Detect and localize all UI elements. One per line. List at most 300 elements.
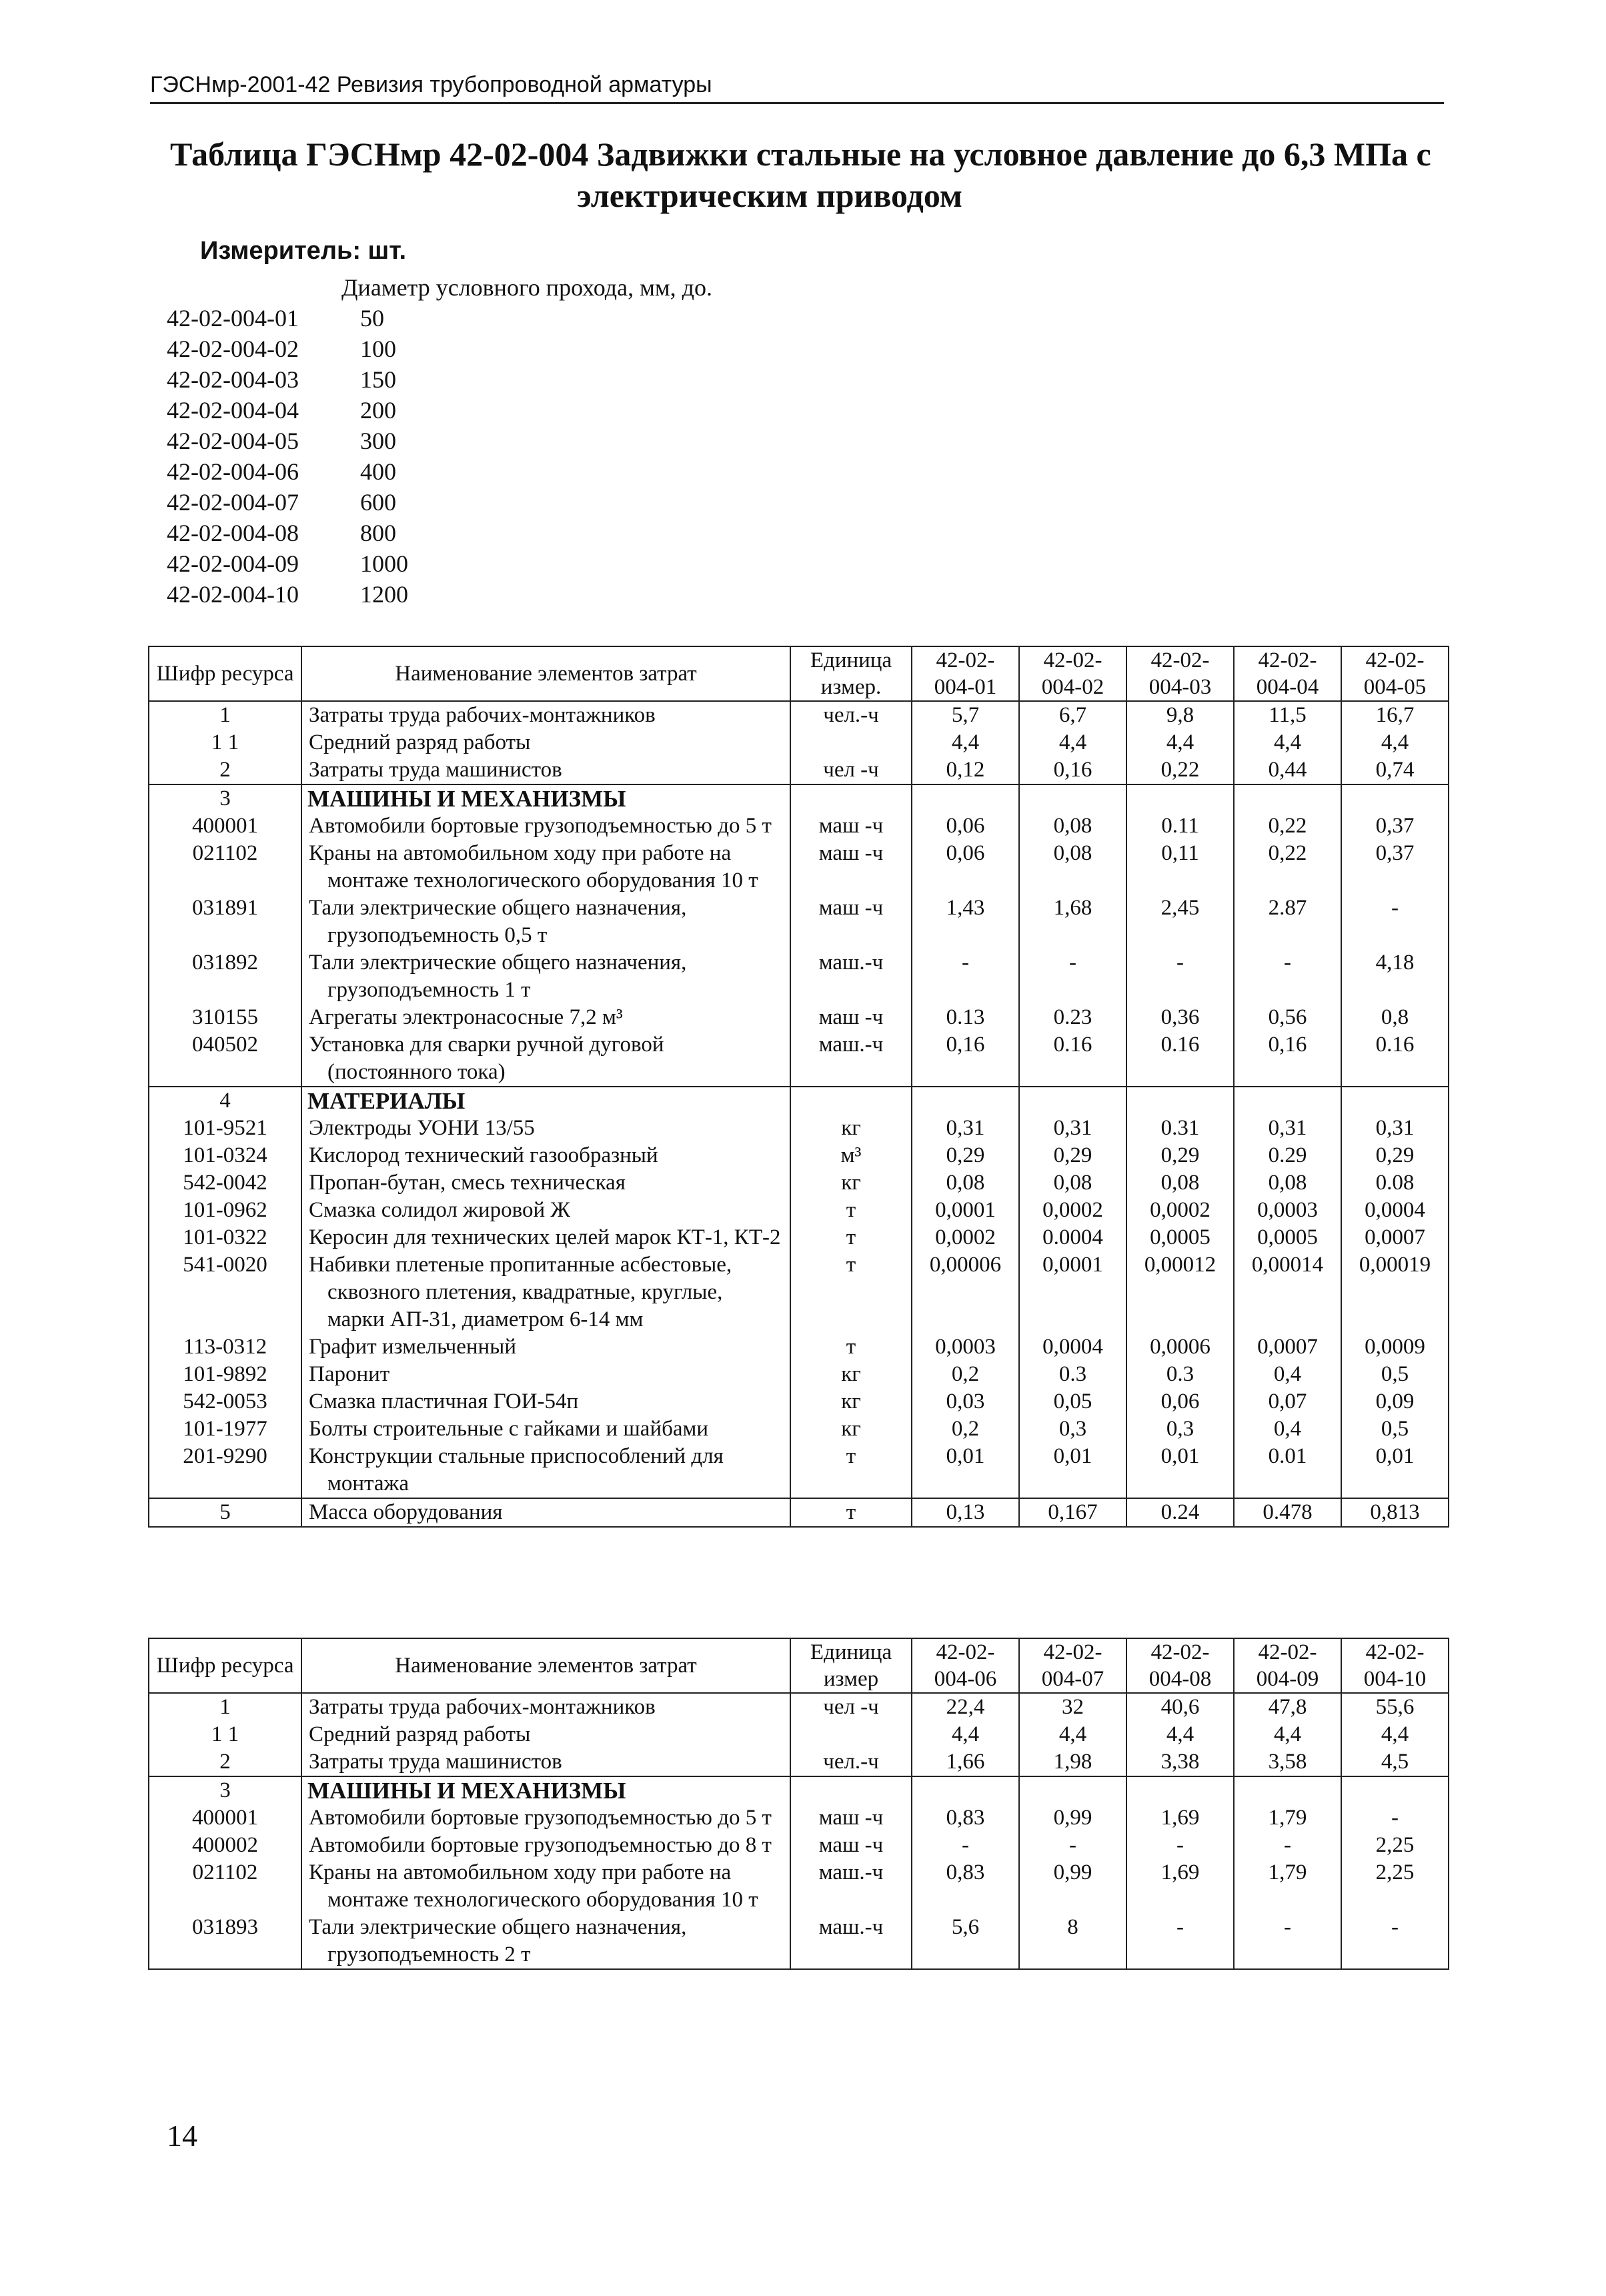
norm-value-cell: 0,0002 bbox=[1126, 1197, 1234, 1224]
table-row bbox=[149, 1832, 1449, 1859]
norm-value-cell: 4,4 bbox=[912, 729, 1019, 756]
norm-value-cell: 0,07 bbox=[1234, 1388, 1341, 1415]
code-list-diameter: 1000 bbox=[360, 550, 408, 577]
norm-value-cell: 0,0005 bbox=[1234, 1224, 1341, 1251]
table-row bbox=[149, 1776, 1449, 1804]
norm-value-cell: 0,31 bbox=[1019, 1115, 1126, 1142]
norm-value-cell: 0,813 bbox=[1341, 1498, 1449, 1527]
table-row bbox=[149, 1361, 1449, 1388]
unit-of-measure: Измеритель: шт. bbox=[200, 237, 407, 265]
norm-value-cell: - bbox=[1126, 1832, 1234, 1859]
cost-element-name-cell: Смазка солидол жировой Ж bbox=[301, 1197, 790, 1224]
unit-cell: маш.-ч bbox=[790, 1859, 912, 1914]
code-list-code: 42-02-004-08 bbox=[167, 520, 299, 546]
norm-value-cell: 1,66 bbox=[912, 1748, 1019, 1776]
norm-value-cell: 0,08 bbox=[912, 1169, 1019, 1197]
resource-code-cell: 101-1977 bbox=[149, 1415, 301, 1443]
norm-value-cell: 5,6 bbox=[912, 1914, 1019, 1969]
section-heading-cell: МАШИНЫ И МЕХАНИЗМЫ bbox=[301, 784, 790, 812]
cost-element-name-cell: Смазка пластичная ГОИ-54п bbox=[301, 1388, 790, 1415]
title-lead: Таблица ГЭСНмр 42-02-004 bbox=[170, 135, 589, 173]
norm-value-cell: 1,69 bbox=[1126, 1859, 1234, 1914]
norm-value-cell: 2,25 bbox=[1341, 1859, 1449, 1914]
norm-value-cell: 0,0004 bbox=[1019, 1333, 1126, 1361]
cost-element-name-cell: Средний разряд работы bbox=[301, 1721, 790, 1748]
norm-value-cell: 0,01 bbox=[1126, 1443, 1234, 1498]
unit-cell: т bbox=[790, 1443, 912, 1498]
norm-value-cell: 0,06 bbox=[912, 840, 1019, 895]
norm-value-cell: 0,56 bbox=[1234, 1004, 1341, 1031]
norm-value-cell: 0,5 bbox=[1341, 1361, 1449, 1388]
resource-code-cell: 400002 bbox=[149, 1832, 301, 1859]
column-header: 42-02-004-10 bbox=[1341, 1638, 1449, 1693]
norm-value-cell: 0,00012 bbox=[1126, 1251, 1234, 1333]
norm-value-cell: 0,167 bbox=[1019, 1498, 1126, 1527]
norm-value-cell: 0,31 bbox=[1341, 1115, 1449, 1142]
resource-code-cell: 4 bbox=[149, 1087, 301, 1115]
cost-element-name-cell: Установка для сварки ручной дуговой (постоянного тока) bbox=[301, 1031, 790, 1087]
unit-cell: кг bbox=[790, 1115, 912, 1142]
norm-value-cell: 22,4 bbox=[912, 1693, 1019, 1721]
table-row bbox=[149, 1415, 1449, 1443]
cost-element-name-cell: Затраты труда машинистов bbox=[301, 756, 790, 784]
code-list-row bbox=[167, 579, 712, 610]
table-row bbox=[149, 756, 1449, 784]
norm-value-cell: 0,11 bbox=[1126, 840, 1234, 895]
norm-value-cell bbox=[1019, 1087, 1126, 1115]
norm-value-cell: 4,4 bbox=[912, 1721, 1019, 1748]
norm-value-cell: 0.3 bbox=[1019, 1361, 1126, 1388]
norm-value-cell: 0,16 bbox=[912, 1031, 1019, 1087]
running-header: ГЭСНмр-2001-42 Ревизия трубопроводной арматуры bbox=[150, 72, 1444, 104]
table-row bbox=[149, 895, 1449, 949]
column-header: 42-02-004-09 bbox=[1234, 1638, 1341, 1693]
norm-value-cell: 4,5 bbox=[1341, 1748, 1449, 1776]
norm-value-cell bbox=[912, 784, 1019, 812]
unit-cell bbox=[790, 1776, 912, 1804]
norm-value-cell: 0.16 bbox=[1126, 1031, 1234, 1087]
unit-cell: кг bbox=[790, 1388, 912, 1415]
code-list-code: 42-02-004-04 bbox=[167, 397, 299, 424]
norm-value-cell bbox=[1341, 1087, 1449, 1115]
norm-value-cell bbox=[1341, 784, 1449, 812]
norm-value-cell: 0,08 bbox=[1126, 1169, 1234, 1197]
norm-value-cell: 0,12 bbox=[912, 756, 1019, 784]
norm-value-cell: 0.478 bbox=[1234, 1498, 1341, 1527]
norm-value-cell: 0,99 bbox=[1019, 1859, 1126, 1914]
cost-element-name-cell: Графит измельченный bbox=[301, 1333, 790, 1361]
norm-value-cell: 0,29 bbox=[912, 1142, 1019, 1169]
norm-value-cell: 0,0005 bbox=[1126, 1224, 1234, 1251]
table-title bbox=[170, 133, 1437, 216]
cost-element-name-cell: Краны на автомобильном ходу при работе на монтаже технологического оборудования 10 т bbox=[301, 840, 790, 895]
resource-code-cell: 400001 bbox=[149, 812, 301, 840]
norm-value-cell: - bbox=[1234, 1832, 1341, 1859]
norm-value-cell: 0,05 bbox=[1019, 1388, 1126, 1415]
unit-cell: маш -ч bbox=[790, 812, 912, 840]
table-row bbox=[149, 1087, 1449, 1115]
unit-cell: чел -ч bbox=[790, 1693, 912, 1721]
table-row bbox=[149, 1031, 1449, 1087]
column-header: 42-02-004-06 bbox=[912, 1638, 1019, 1693]
resource-code-cell: 1 bbox=[149, 1693, 301, 1721]
code-list-row bbox=[167, 334, 712, 364]
norm-value-cell: 4,4 bbox=[1234, 729, 1341, 756]
norm-value-cell: - bbox=[1126, 949, 1234, 1004]
table-row bbox=[149, 1388, 1449, 1415]
cost-element-name-cell: Тали электрические общего назначения, грузоподъемность 0,5 т bbox=[301, 895, 790, 949]
unit-cell: чел -ч bbox=[790, 756, 912, 784]
norm-value-cell: 0,0002 bbox=[1019, 1197, 1126, 1224]
cost-element-name-cell: Затраты труда машинистов bbox=[301, 1748, 790, 1776]
resource-code-cell: 040502 bbox=[149, 1031, 301, 1087]
code-list-diameter: 200 bbox=[360, 397, 396, 424]
norm-value-cell: 4,4 bbox=[1341, 729, 1449, 756]
norm-value-cell: 0,31 bbox=[1234, 1115, 1341, 1142]
table-row bbox=[149, 840, 1449, 895]
norm-value-cell bbox=[1126, 1776, 1234, 1804]
unit-cell: т bbox=[790, 1498, 912, 1527]
norm-value-cell: 0,00014 bbox=[1234, 1251, 1341, 1333]
norm-value-cell: 0.3 bbox=[1126, 1361, 1234, 1388]
norm-value-cell: 0,01 bbox=[1019, 1443, 1126, 1498]
table-row bbox=[149, 949, 1449, 1004]
norm-value-cell: 0,2 bbox=[912, 1415, 1019, 1443]
code-list-row bbox=[167, 364, 712, 395]
norm-value-cell: 0.01 bbox=[1234, 1443, 1341, 1498]
norm-value-cell: 0,3 bbox=[1126, 1415, 1234, 1443]
code-list-code: 42-02-004-01 bbox=[167, 305, 299, 332]
code-list-row bbox=[167, 487, 712, 518]
code-list-diameter: 400 bbox=[360, 458, 396, 485]
cost-element-name-cell: Тали электрические общего назначения, грузоподъемность 2 т bbox=[301, 1914, 790, 1969]
norm-value-cell: 5,7 bbox=[912, 701, 1019, 729]
norm-value-cell: 3,38 bbox=[1126, 1748, 1234, 1776]
table-row bbox=[149, 1169, 1449, 1197]
norm-value-cell: 2.87 bbox=[1234, 895, 1341, 949]
resource-code-cell: 021102 bbox=[149, 1859, 301, 1914]
norm-value-cell: - bbox=[1019, 949, 1126, 1004]
norm-value-cell: 0,08 bbox=[1019, 1169, 1126, 1197]
unit-cell bbox=[790, 784, 912, 812]
resource-code-cell: 2 bbox=[149, 1748, 301, 1776]
unit-cell: маш.-ч bbox=[790, 949, 912, 1004]
cost-element-name-cell: Средний разряд работы bbox=[301, 729, 790, 756]
cost-element-name-cell: Электроды УОНИ 13/55 bbox=[301, 1115, 790, 1142]
cost-element-name-cell: Пропан-бутан, смесь техническая bbox=[301, 1169, 790, 1197]
norm-value-cell: 2,25 bbox=[1341, 1832, 1449, 1859]
norm-value-cell: 0,83 bbox=[912, 1859, 1019, 1914]
table-row bbox=[149, 1498, 1449, 1527]
norm-value-cell: 16,7 bbox=[1341, 701, 1449, 729]
code-list-code: 42-02-004-02 bbox=[167, 336, 299, 362]
resource-code-cell: 031892 bbox=[149, 949, 301, 1004]
cost-element-name-cell: Кислород технический газообразный bbox=[301, 1142, 790, 1169]
code-list-diameter: 150 bbox=[360, 366, 396, 393]
cost-element-name-cell: Масса оборудования bbox=[301, 1498, 790, 1527]
resource-code-cell: 5 bbox=[149, 1498, 301, 1527]
norm-value-cell: 1,43 bbox=[912, 895, 1019, 949]
norm-value-cell: 0.16 bbox=[1019, 1031, 1126, 1087]
unit-cell: м³ bbox=[790, 1142, 912, 1169]
code-list-diameter: 300 bbox=[360, 428, 396, 454]
unit-cell: т bbox=[790, 1251, 912, 1333]
unit-cell bbox=[790, 1721, 912, 1748]
code-list-code: 42-02-004-05 bbox=[167, 428, 299, 454]
table-row bbox=[149, 784, 1449, 812]
cost-element-name-cell: Затраты труда рабочих-монтажников bbox=[301, 1693, 790, 1721]
resource-code-cell: 031893 bbox=[149, 1914, 301, 1969]
resource-code-cell: 1 1 bbox=[149, 1721, 301, 1748]
norm-value-cell bbox=[912, 1776, 1019, 1804]
code-list-row bbox=[167, 518, 712, 548]
resource-code-cell: 3 bbox=[149, 784, 301, 812]
norm-value-cell: 0,03 bbox=[912, 1388, 1019, 1415]
norm-value-cell: 1,69 bbox=[1126, 1804, 1234, 1832]
resource-code-cell: 101-0322 bbox=[149, 1224, 301, 1251]
unit-cell: чел.-ч bbox=[790, 1748, 912, 1776]
column-header: 42-02-004-04 bbox=[1234, 646, 1341, 701]
table-row bbox=[149, 1197, 1449, 1224]
unit-cell: т bbox=[790, 1197, 912, 1224]
column-header: Шифр ресурса bbox=[149, 646, 301, 701]
norm-value-cell: 0.16 bbox=[1341, 1031, 1449, 1087]
norm-value-cell: 0,37 bbox=[1341, 812, 1449, 840]
norm-value-cell: 3,58 bbox=[1234, 1748, 1341, 1776]
norm-value-cell: - bbox=[912, 949, 1019, 1004]
title-line2: электрическим приводом bbox=[577, 177, 962, 214]
code-list-row bbox=[167, 303, 712, 334]
unit-cell: т bbox=[790, 1333, 912, 1361]
code-list-row bbox=[167, 456, 712, 487]
table-row bbox=[149, 1224, 1449, 1251]
norm-value-cell: 0,16 bbox=[1234, 1031, 1341, 1087]
code-list-row bbox=[167, 426, 712, 456]
norm-value-cell: 0.29 bbox=[1234, 1142, 1341, 1169]
norm-value-cell: 0.13 bbox=[912, 1004, 1019, 1031]
norm-value-cell: 0,06 bbox=[1126, 1388, 1234, 1415]
column-header: 42-02-004-03 bbox=[1126, 646, 1234, 701]
norm-value-cell: - bbox=[1234, 1914, 1341, 1969]
table-row bbox=[149, 1748, 1449, 1776]
unit-cell bbox=[790, 729, 912, 756]
norm-value-cell: 0,0007 bbox=[1234, 1333, 1341, 1361]
resource-code-cell: 021102 bbox=[149, 840, 301, 895]
table-row bbox=[149, 701, 1449, 729]
resource-code-cell: 2 bbox=[149, 756, 301, 784]
norm-value-cell: 0,01 bbox=[1341, 1443, 1449, 1498]
norm-value-cell: 4,18 bbox=[1341, 949, 1449, 1004]
table-row bbox=[149, 1443, 1449, 1498]
norm-value-cell: 0,36 bbox=[1126, 1004, 1234, 1031]
norm-value-cell: 0,22 bbox=[1126, 756, 1234, 784]
code-list-diameter: 800 bbox=[360, 520, 396, 546]
table-row bbox=[149, 1804, 1449, 1832]
code-list-code: 42-02-004-10 bbox=[167, 581, 299, 608]
norm-value-cell: 0.0004 bbox=[1019, 1224, 1126, 1251]
cost-element-name-cell: Краны на автомобильном ходу при работе на монтаже технологического оборудования 10 т bbox=[301, 1859, 790, 1914]
norm-value-cell bbox=[912, 1087, 1019, 1115]
norm-value-cell: 0,0006 bbox=[1126, 1333, 1234, 1361]
unit-cell bbox=[790, 1087, 912, 1115]
column-header: 42-02-004-08 bbox=[1126, 1638, 1234, 1693]
norm-value-cell bbox=[1341, 1776, 1449, 1804]
code-list-code: 42-02-004-07 bbox=[167, 489, 299, 516]
cost-element-name-cell: Конструкции стальные приспособлений для монтажа bbox=[301, 1443, 790, 1498]
resource-code-cell: 201-9290 bbox=[149, 1443, 301, 1498]
norm-value-cell: 0,0003 bbox=[912, 1333, 1019, 1361]
code-list-code: 42-02-004-09 bbox=[167, 550, 299, 577]
table-row bbox=[149, 1914, 1449, 1969]
norm-value-cell: 4,4 bbox=[1126, 729, 1234, 756]
norm-value-cell: 4,4 bbox=[1341, 1721, 1449, 1748]
unit-cell: кг bbox=[790, 1169, 912, 1197]
norm-value-cell: 0,22 bbox=[1234, 812, 1341, 840]
norm-value-cell: 1,98 bbox=[1019, 1748, 1126, 1776]
norm-value-cell: 0,06 bbox=[912, 812, 1019, 840]
norms-table-1 bbox=[148, 646, 1449, 1528]
unit-cell: маш -ч bbox=[790, 1804, 912, 1832]
norm-value-cell: 0,01 bbox=[912, 1443, 1019, 1498]
norms-table-2 bbox=[148, 1638, 1449, 1970]
norm-value-cell: 11,5 bbox=[1234, 701, 1341, 729]
norm-value-cell: 0,4 bbox=[1234, 1415, 1341, 1443]
norm-value-cell bbox=[1019, 784, 1126, 812]
norm-value-cell: 9,8 bbox=[1126, 701, 1234, 729]
norm-value-cell: - bbox=[1126, 1914, 1234, 1969]
norm-value-cell: 0,13 bbox=[912, 1498, 1019, 1527]
code-list-code: 42-02-004-06 bbox=[167, 458, 299, 485]
table-row bbox=[149, 1004, 1449, 1031]
norm-value-cell: 55,6 bbox=[1341, 1693, 1449, 1721]
norm-value-cell: - bbox=[1234, 949, 1341, 1004]
norm-value-cell: 0.11 bbox=[1126, 812, 1234, 840]
norm-value-cell bbox=[1234, 1087, 1341, 1115]
norm-value-cell: 0,08 bbox=[1019, 840, 1126, 895]
section-heading-cell: МАШИНЫ И МЕХАНИЗМЫ bbox=[301, 1776, 790, 1804]
column-header: Единица измер. bbox=[790, 646, 912, 701]
cost-element-name-cell: Паронит bbox=[301, 1361, 790, 1388]
code-list-row bbox=[167, 395, 712, 426]
norm-value-cell: 0,29 bbox=[1019, 1142, 1126, 1169]
norm-value-cell: 0.08 bbox=[1341, 1169, 1449, 1197]
norm-value-cell: 0,3 bbox=[1019, 1415, 1126, 1443]
norm-value-cell: 4,4 bbox=[1019, 729, 1126, 756]
norm-value-cell: 0,8 bbox=[1341, 1004, 1449, 1031]
norm-value-cell: 0,83 bbox=[912, 1804, 1019, 1832]
norm-value-cell: 32 bbox=[1019, 1693, 1126, 1721]
title-rest: Задвижки стальные на условное давление до 6,3 МПа с bbox=[596, 135, 1431, 173]
cost-element-name-cell: Автомобили бортовые грузоподъемностью до 5 т bbox=[301, 812, 790, 840]
norm-value-cell: - bbox=[1341, 895, 1449, 949]
column-header: Шифр ресурса bbox=[149, 1638, 301, 1693]
norm-value-cell: 0,5 bbox=[1341, 1415, 1449, 1443]
resource-code-cell: 400001 bbox=[149, 1804, 301, 1832]
norm-value-cell: 1,68 bbox=[1019, 895, 1126, 949]
column-header: Единица измер bbox=[790, 1638, 912, 1693]
norm-value-cell bbox=[1126, 784, 1234, 812]
resource-code-cell: 101-9521 bbox=[149, 1115, 301, 1142]
norm-value-cell: 0,08 bbox=[1019, 812, 1126, 840]
resource-code-cell: 101-0324 bbox=[149, 1142, 301, 1169]
norm-value-cell: 4,4 bbox=[1234, 1721, 1341, 1748]
table-row bbox=[149, 1721, 1449, 1748]
norm-value-cell: - bbox=[1019, 1832, 1126, 1859]
norm-value-cell: 0,0004 bbox=[1341, 1197, 1449, 1224]
table-row bbox=[149, 1115, 1449, 1142]
norm-value-cell bbox=[1234, 1776, 1341, 1804]
norm-value-cell: 0,37 bbox=[1341, 840, 1449, 895]
resource-code-cell: 542-0042 bbox=[149, 1169, 301, 1197]
cost-element-name-cell: Автомобили бортовые грузоподъемностью до 5 т bbox=[301, 1804, 790, 1832]
norm-value-cell bbox=[1126, 1087, 1234, 1115]
cost-element-name-cell: Затраты труда рабочих-монтажников bbox=[301, 701, 790, 729]
norm-value-cell: 0,08 bbox=[1234, 1169, 1341, 1197]
cost-element-name-cell: Керосин для технических целей марок КТ-1, КТ-2 bbox=[301, 1224, 790, 1251]
unit-cell: кг bbox=[790, 1415, 912, 1443]
norm-value-cell: 0.31 bbox=[1126, 1115, 1234, 1142]
code-list-diameter: 1200 bbox=[360, 581, 408, 608]
table-row bbox=[149, 1859, 1449, 1914]
norm-value-cell: 0,29 bbox=[1341, 1142, 1449, 1169]
cost-element-name-cell: Агрегаты электронасосные 7,2 м³ bbox=[301, 1004, 790, 1031]
norm-value-cell: - bbox=[912, 1832, 1019, 1859]
norm-value-cell: 0,2 bbox=[912, 1361, 1019, 1388]
norm-value-cell: 0,44 bbox=[1234, 756, 1341, 784]
norm-value-cell: 0,31 bbox=[912, 1115, 1019, 1142]
table-row bbox=[149, 1333, 1449, 1361]
norm-value-cell: 0,16 bbox=[1019, 756, 1126, 784]
norm-value-cell: 0,00019 bbox=[1341, 1251, 1449, 1333]
code-list-caption: Диаметр условного прохода, мм, до. bbox=[341, 274, 712, 301]
norm-value-cell: 0,0001 bbox=[1019, 1251, 1126, 1333]
unit-cell: маш.-ч bbox=[790, 1031, 912, 1087]
unit-cell: маш -ч bbox=[790, 1832, 912, 1859]
norm-value-cell: - bbox=[1341, 1914, 1449, 1969]
norm-value-cell: 4,4 bbox=[1019, 1721, 1126, 1748]
column-header: 42-02-004-02 bbox=[1019, 646, 1126, 701]
resource-code-cell: 101-0962 bbox=[149, 1197, 301, 1224]
cost-element-name-cell: Тали электрические общего назначения, грузоподъемность 1 т bbox=[301, 949, 790, 1004]
norm-value-cell: 0,00006 bbox=[912, 1251, 1019, 1333]
norm-value-cell: 2,45 bbox=[1126, 895, 1234, 949]
resource-code-cell: 310155 bbox=[149, 1004, 301, 1031]
code-list-diameter: 600 bbox=[360, 489, 396, 516]
norm-value-cell: 1,79 bbox=[1234, 1859, 1341, 1914]
norm-value-cell: 0.23 bbox=[1019, 1004, 1126, 1031]
norm-value-cell: 40,6 bbox=[1126, 1693, 1234, 1721]
table-row bbox=[149, 1142, 1449, 1169]
resource-code-cell: 031891 bbox=[149, 895, 301, 949]
unit-cell: маш.-ч bbox=[790, 1914, 912, 1969]
resource-code-cell: 542-0053 bbox=[149, 1388, 301, 1415]
norm-value-cell: 0,0001 bbox=[912, 1197, 1019, 1224]
norm-value-cell: 1,79 bbox=[1234, 1804, 1341, 1832]
table-row bbox=[149, 1693, 1449, 1721]
cost-element-name-cell: Набивки плетеные пропитанные асбестовые, сквозного плетения, квадратные, круглые, марки АП-31, диаметром 6-14 мм bbox=[301, 1251, 790, 1333]
code-list-diameter: 50 bbox=[360, 305, 384, 332]
norm-value-cell: - bbox=[1341, 1804, 1449, 1832]
norm-value-cell: 0,74 bbox=[1341, 756, 1449, 784]
norm-value-cell: 0,22 bbox=[1234, 840, 1341, 895]
resource-code-cell: 113-0312 bbox=[149, 1333, 301, 1361]
norm-value-cell: 0,0002 bbox=[912, 1224, 1019, 1251]
norm-value-cell: 0,99 bbox=[1019, 1804, 1126, 1832]
norm-value-cell: 6,7 bbox=[1019, 701, 1126, 729]
column-header: 42-02-004-01 bbox=[912, 646, 1019, 701]
norm-value-cell: 0,4 bbox=[1234, 1361, 1341, 1388]
resource-code-cell: 1 1 bbox=[149, 729, 301, 756]
